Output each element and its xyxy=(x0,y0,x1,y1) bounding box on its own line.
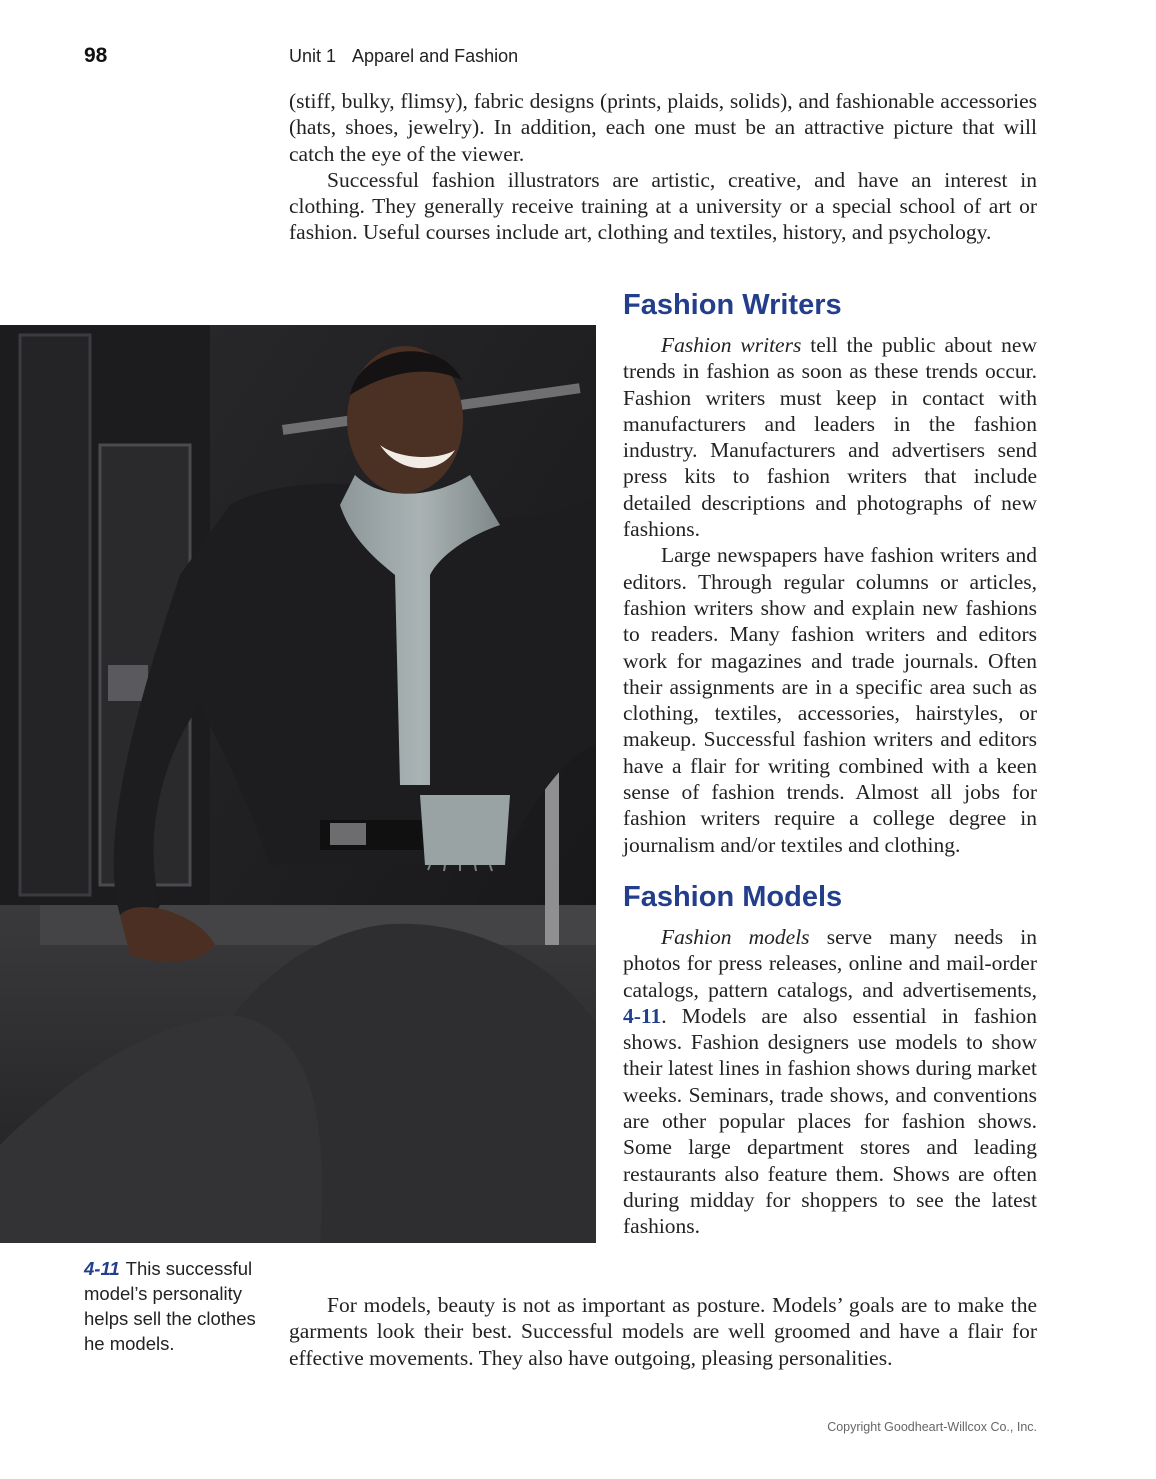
models-paragraph-1 xyxy=(623,924,1037,1240)
figure-caption-text: This successful model’s personality helps sell the clothes he models. xyxy=(84,1258,256,1354)
writers-paragraph-1 xyxy=(623,332,1037,542)
models-paragraph-2: For models, beauty is not as important as posture. Models’ goals are to make the garments look their best. Successful models are well groomed and have a flair for effective movements. They also have outgoing, pleasing personalities. xyxy=(289,1293,1037,1370)
unit-label: Unit 1 xyxy=(289,46,337,66)
right-column xyxy=(623,286,1037,1240)
writers-paragraph-1-text: tell the public about new trends in fashion as soon as these trends occur. Fashion writers must keep in contact with manufacturers and leaders in the fashion industry. Manufacturers and advertisers send press kits to fashion writers that include detailed descriptions and photographs of new fashions. xyxy=(623,333,1037,542)
figure-caption xyxy=(84,1256,274,1356)
model-photo xyxy=(0,325,596,1243)
models-paragraph-1-text-b: . Models are also essential in fashion shows. Fashion designers use models to show their latest lines in fashion shows during market weeks. Seminars, trade shows, and conventions are other popular places for fashion shows. Some large department stores and leading restaurants also feature them. Shows are often during midday for shoppers to see the latest fashions. xyxy=(623,1003,1037,1239)
writers-term: Fashion writers xyxy=(661,333,802,357)
intro-paragraph-2: Successful fashion illustrators are artistic, creative, and have an interest in clothing. They generally receive training at a university or a special school of art or fashion. Useful courses include art, clothing and textiles, history, and psychology. xyxy=(289,167,1037,245)
writers-paragraph-2: Large newspapers have fashion writers and editors. Through regular columns or articles, fashion writers show and explain new fashions to readers. Many fashion writers and editors work for magazines and trade journals. Often their assignments are in a specific area such as clothing, textiles, accessories, hairstyles, or makeup. Successful fashion writers and editors have a flair for writing combined with a keen sense of fashion trends. Almost all jobs for fashion writers require a college degree in journalism and/or textiles and clothing. xyxy=(623,543,1037,857)
model-photo-illustration xyxy=(0,325,596,1243)
intro-paragraph-1: (stiff, bulky, flimsy), fabric designs (prints, plaids, solids), and fashionable accessories (hats, shoes, jewelry). In addition, each one must be an attractive picture that will catch the eye of the viewer. xyxy=(289,89,1037,166)
copyright-notice: Copyright Goodheart-Willcox Co., Inc. xyxy=(827,1420,1037,1434)
fashion-writers-heading: Fashion Writers xyxy=(623,289,842,321)
page-number: 98 xyxy=(84,44,108,67)
intro-section xyxy=(289,88,1037,246)
models-term: Fashion models xyxy=(661,924,810,949)
models-paragraph-1-text-a: serve many needs in photos for press releases, online and mail-order catalogs, pattern catalogs, and advertisements, xyxy=(623,924,1037,1002)
unit-title: Apparel and Fashion xyxy=(352,46,519,66)
fashion-models-heading: Fashion Models xyxy=(623,880,843,913)
figure-reference-link[interactable]: 4-11 xyxy=(623,1003,662,1028)
figure-label: 4-11 xyxy=(84,1258,120,1279)
running-head xyxy=(289,46,518,67)
closing-section xyxy=(289,1292,1037,1371)
